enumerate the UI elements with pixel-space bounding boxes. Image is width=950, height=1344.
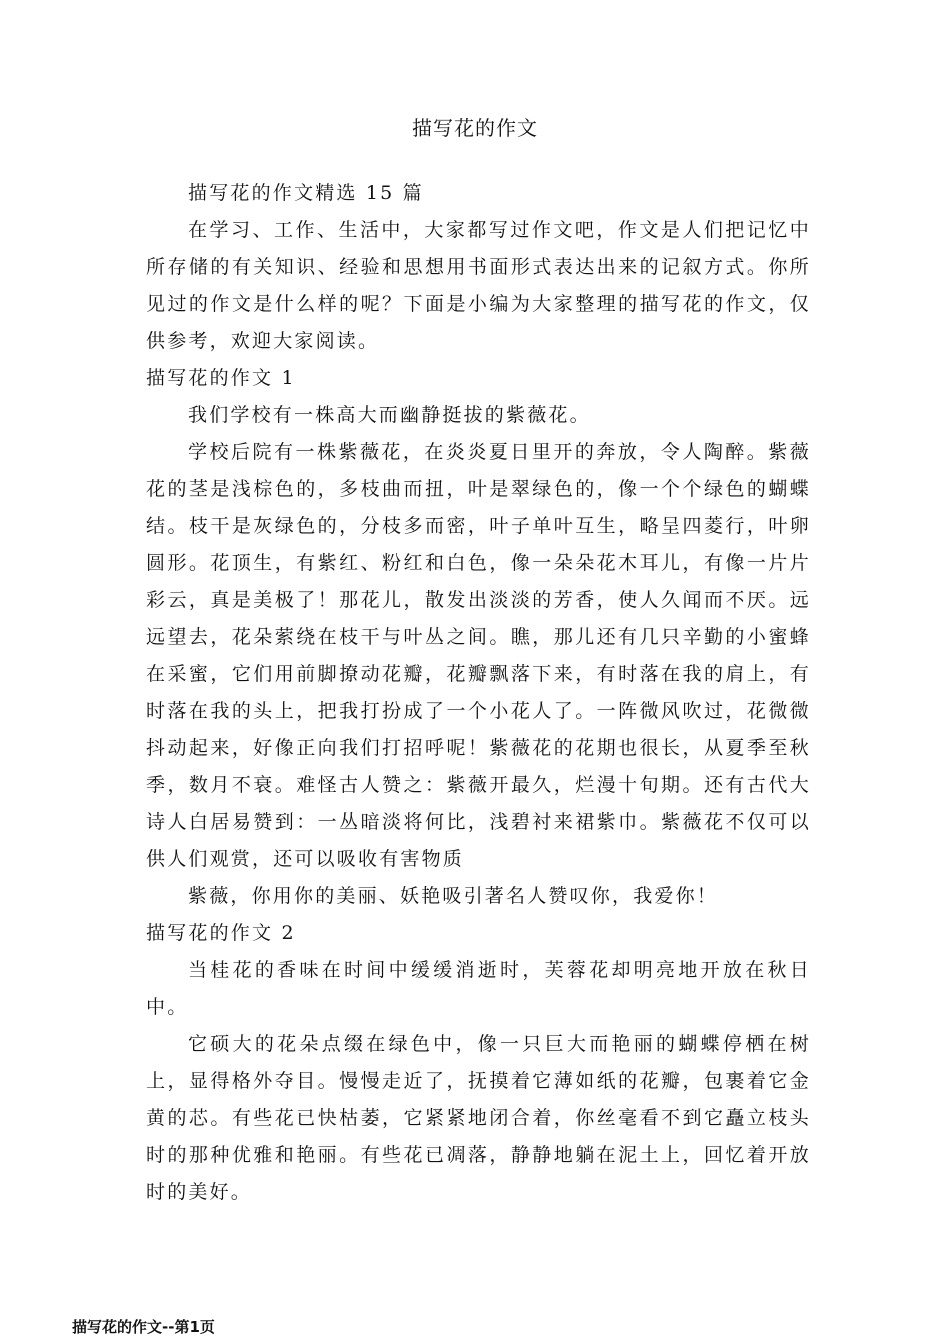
subtitle-paragraph: 描写花的作文精选 15 篇 [188,182,424,204]
page-footer: 描写花的作文--第1页 [72,1318,215,1336]
essay1-paragraph-2: 学校后院有一株紫薇花，在炎炎夏日里开的奔放，令人陶醉。紫薇花的茎是浅棕色的，多枝曲而扭，叶是翠绿色的，像一个个绿色的蝴蝶结。枝干是灰绿色的，分枝多而密，叶子单叶互生，略呈四菱行，叶卵圆形。花顶生，有紫红、粉红和白色，像一朵朵花木耳儿，有像一片片彩云，真是美极了！那花儿，散发出淡淡的芳香，使人久闻而不厌。远远望去，花朵萦绕在枝干与叶丛之间。瞧，那儿还有几只辛勤的小蜜蜂在采蜜，它们用前脚撩动花瓣，花瓣飘落下来，有时落在我的肩上，有时落在我的头上，把我打扮成了一个小花人了。一阵微风吹过，花微微抖动起来，好像正向我们打招呼呢！紫薇花的花期也很长，从夏季至秋季，数月不衰。难怪古人赞之：紫薇开最久，烂漫十旬期。还有古代大诗人白居易赞到：一丛暗淡将何比，浅碧衬来裙紫巾。紫薇花不仅可以供人们观赏，还可以吸收有害物质 [146,441,811,870]
essay2-paragraph-1: 当桂花的香味在时间中缓缓消逝时，芙蓉花却明亮地开放在秋日中。 [146,959,811,1018]
intro-paragraph: 在学习、工作、生活中，大家都写过作文吧，作文是人们把记忆中所存储的有关知识、经验和思想用书面形式表达出来的记叙方式。你所见过的作文是什么样的呢？下面是小编为大家整理的描写花的作文，仅供参考，欢迎大家阅读。 [146,219,811,352]
section-heading-2: 描写花的作文 2 [146,922,296,944]
document-body [146,175,811,1211]
section-heading-1: 描写花的作文 1 [146,367,296,389]
document-title: 描写花的作文 [412,116,538,140]
essay1-paragraph-3: 紫薇，你用你的美丽、妖艳吸引著名人赞叹你，我爱你！ [188,885,719,907]
essay2-paragraph-2: 它硕大的花朵点缀在绿色中，像一只巨大而艳丽的蝴蝶停栖在树上，显得格外夺目。慢慢走近了，抚摸着它薄如纸的花瓣，包裹着它金黄的芯。有些花已快枯萎，它紧紧地闭合着，你丝毫看不到它矗立枝头时的那种优雅和艳丽。有些花已凋落，静静地躺在泥土上，回忆着开放时的美好。 [146,1033,811,1203]
essay1-paragraph-1: 我们学校有一株高大而幽静挺拔的紫薇花。 [188,404,591,426]
